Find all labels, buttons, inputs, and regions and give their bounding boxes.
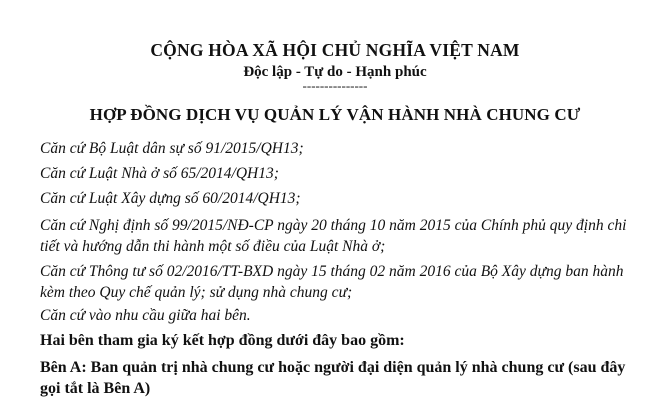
legal-basis-item: Căn cứ Luật Xây dựng số 60/2014/QH13; xyxy=(40,190,301,207)
parties-intro: Hai bên tham gia ký kết hợp đồng dưới đây bao gồm: xyxy=(40,332,405,349)
national-motto: Độc lập - Tự do - Hạnh phúc xyxy=(243,64,427,80)
contract-title: HỢP ĐỒNG DỊCH VỤ QUẢN LÝ VẬN HÀNH NHÀ CHUNG CƯ xyxy=(89,105,581,124)
national-title: CỘNG HÒA XÃ HỘI CHỦ NGHĨA VIỆT NAM xyxy=(150,40,520,60)
party-a: Bên A: Ban quản trị nhà chung cư hoặc người đại diện quản lý nhà chung cư (sau đây gọi tắt là Bên A) xyxy=(40,359,626,397)
legal-basis-item: Căn cứ vào nhu cầu giữa hai bên. xyxy=(40,307,251,324)
legal-basis-item: Căn cứ Luật Nhà ở số 65/2014/QH13; xyxy=(40,165,279,182)
legal-basis-item: Căn cứ Nghị định số 99/2015/NĐ-CP ngày 20 tháng 10 năm 2015 của Chính phủ quy định chi tiết và hướng dẫn thi hành một số điều của Luật Nhà ở; xyxy=(40,217,627,255)
legal-basis-item: Căn cứ Bộ Luật dân sự số 91/2015/QH13; xyxy=(40,140,304,157)
header-divider: --------------- xyxy=(302,78,368,93)
legal-basis-item: Căn cứ Thông tư số 02/2016/TT-BXD ngày 15 tháng 02 năm 2016 của Bộ Xây dựng ban hành kèm theo Quy chế quản lý; sử dụng nhà chung cư; xyxy=(40,263,624,301)
